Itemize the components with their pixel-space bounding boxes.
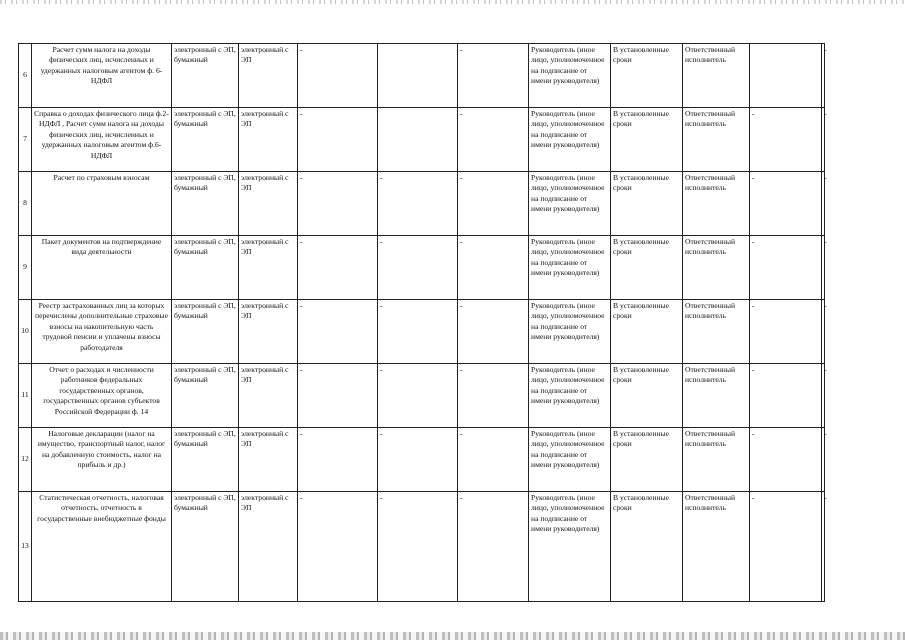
row-number: 10: [19, 300, 32, 364]
cell-col6: -: [458, 364, 529, 428]
cell-col4: -: [298, 172, 378, 236]
cell-col11: -: [822, 428, 825, 492]
table-row: [19, 364, 825, 428]
document-table: [18, 43, 825, 602]
responsible-person: Руководитель (иное лицо, уполномоченное на подписание от имени руководителя): [529, 428, 611, 492]
executor: Ответственный исполнитель: [683, 428, 750, 492]
cell-col10: -: [750, 172, 822, 236]
document-name: Реестр застрахованных лиц за которых перечислены дополнительные страховые взносы на накопительную часть трудовой пенсии и уплачены взносы работодателя: [32, 300, 172, 364]
cell-col10: -: [750, 492, 822, 602]
format-input: электронный с ЭП, бумажный: [172, 300, 239, 364]
cell-col5: -: [378, 172, 458, 236]
executor: Ответственный исполнитель: [683, 108, 750, 172]
cell-col5: -: [378, 428, 458, 492]
scan-edge-bottom: [0, 632, 905, 640]
document-name: Пакет документов на подтверждение вида деятельности: [32, 236, 172, 300]
cell-col6: -: [458, 108, 529, 172]
table-row: [19, 428, 825, 492]
table-row: [19, 236, 825, 300]
format-output: электронный с ЭП: [239, 300, 298, 364]
document-name: Расчет сумм налога на доходы физических лиц, исчисленных и удержанных налоговым агентом ф. 6-НДФЛ: [32, 44, 172, 108]
row-number: 11: [19, 364, 32, 428]
cell-col5: -: [378, 364, 458, 428]
format-output: электронный с ЭП: [239, 108, 298, 172]
cell-col10: -: [750, 236, 822, 300]
deadline: В установленные сроки: [611, 364, 683, 428]
cell-col5: [378, 108, 458, 172]
responsible-person: Руководитель (иное лицо, уполномоченное на подписание от имени руководителя): [529, 172, 611, 236]
cell-col4: -: [298, 364, 378, 428]
cell-col4: -: [298, 492, 378, 602]
format-input: электронный с ЭП, бумажный: [172, 172, 239, 236]
cell-col11: -: [822, 108, 825, 172]
cell-col4: -: [298, 300, 378, 364]
cell-col5: [378, 44, 458, 108]
document-name: Статистическая отчетность, налоговая отчетность, отчетность в государственные внебюджетные фонды: [32, 492, 172, 602]
responsible-person: Руководитель (иное лицо, уполномоченное на подписание от имени руководителя): [529, 108, 611, 172]
cell-col11: -: [822, 172, 825, 236]
executor: Ответственный исполнитель: [683, 236, 750, 300]
row-number: 6: [19, 44, 32, 108]
format-input: электронный с ЭП, бумажный: [172, 108, 239, 172]
format-output: электронный с ЭП: [239, 364, 298, 428]
cell-col11: -: [822, 236, 825, 300]
row-number: 12: [19, 428, 32, 492]
table-row: [19, 108, 825, 172]
cell-col4: -: [298, 236, 378, 300]
deadline: В установленные сроки: [611, 236, 683, 300]
table-row: [19, 300, 825, 364]
format-input: электронный с ЭП, бумажный: [172, 364, 239, 428]
table-row: [19, 44, 825, 108]
responsible-person: Руководитель (иное лицо, уполномоченное на подписание от имени руководителя): [529, 236, 611, 300]
cell-col6: -: [458, 172, 529, 236]
format-input: электронный с ЭП, бумажный: [172, 428, 239, 492]
executor: Ответственный исполнитель: [683, 492, 750, 602]
deadline: В установленные сроки: [611, 300, 683, 364]
cell-col6: -: [458, 236, 529, 300]
executor: Ответственный исполнитель: [683, 364, 750, 428]
scan-edge-top: [0, 0, 905, 4]
cell-col4: -: [298, 44, 378, 108]
responsible-person: Руководитель (иное лицо, уполномоченное на подписание от имени руководителя): [529, 364, 611, 428]
cell-col5: -: [378, 492, 458, 602]
cell-col10: [750, 44, 822, 108]
executor: Ответственный исполнитель: [683, 172, 750, 236]
cell-col11: -: [822, 300, 825, 364]
row-number: 13: [19, 492, 32, 602]
format-input: электронный с ЭП, бумажный: [172, 492, 239, 602]
cell-col11: -: [822, 364, 825, 428]
table-row: [19, 172, 825, 236]
cell-col10: -: [750, 428, 822, 492]
cell-col6: -: [458, 428, 529, 492]
document-name: Налоговые декларации (налог на имущество, транспортный налог, налог на добавленную стоимость, налог на прибыль и др.): [32, 428, 172, 492]
cell-col4: -: [298, 428, 378, 492]
table-body: [19, 44, 825, 602]
format-output: электронный с ЭП: [239, 492, 298, 602]
cell-col6: -: [458, 492, 529, 602]
cell-col11: -: [822, 492, 825, 602]
format-output: электронный с ЭП: [239, 44, 298, 108]
document-name: Справка о доходах физического лица ф.2-НДФЛ , Расчет сумм налога на доходы физических лиц, исчисленных и удержанных налоговым агентом ф.6-НДФЛ: [32, 108, 172, 172]
executor: Ответственный исполнитель: [683, 44, 750, 108]
row-number: 8: [19, 172, 32, 236]
row-number: 9: [19, 236, 32, 300]
document-name: Расчет по страховым взносам: [32, 172, 172, 236]
row-number: 7: [19, 108, 32, 172]
cell-col10: -: [750, 108, 822, 172]
deadline: В установленные сроки: [611, 172, 683, 236]
executor: Ответственный исполнитель: [683, 300, 750, 364]
cell-col6: -: [458, 44, 529, 108]
format-input: электронный с ЭП, бумажный: [172, 236, 239, 300]
cell-col4: -: [298, 108, 378, 172]
deadline: В установленные сроки: [611, 108, 683, 172]
cell-col10: -: [750, 364, 822, 428]
cell-col5: -: [378, 236, 458, 300]
format-input: электронный с ЭП, бумажный: [172, 44, 239, 108]
responsible-person: Руководитель (иное лицо, уполномоченное на подписание от имени руководителя): [529, 44, 611, 108]
cell-col11: -: [822, 44, 825, 108]
format-output: электронный с ЭП: [239, 428, 298, 492]
deadline: В установленные сроки: [611, 44, 683, 108]
cell-col10: -: [750, 300, 822, 364]
format-output: электронный с ЭП: [239, 172, 298, 236]
deadline: В установленные сроки: [611, 428, 683, 492]
deadline: В установленные сроки: [611, 492, 683, 602]
format-output: электронный с ЭП: [239, 236, 298, 300]
responsible-person: Руководитель (иное лицо, уполномоченное на подписание от имени руководителя): [529, 300, 611, 364]
responsible-person: Руководитель (иное лицо, уполномоченное на подписание от имени руководителя): [529, 492, 611, 602]
cell-col5: -: [378, 300, 458, 364]
document-name: Отчет о расходах и численности работников федеральных государственных органов, государственных органов субъектов Российской Федерации ф. 14: [32, 364, 172, 428]
cell-col6: -: [458, 300, 529, 364]
table-row: [19, 492, 825, 602]
